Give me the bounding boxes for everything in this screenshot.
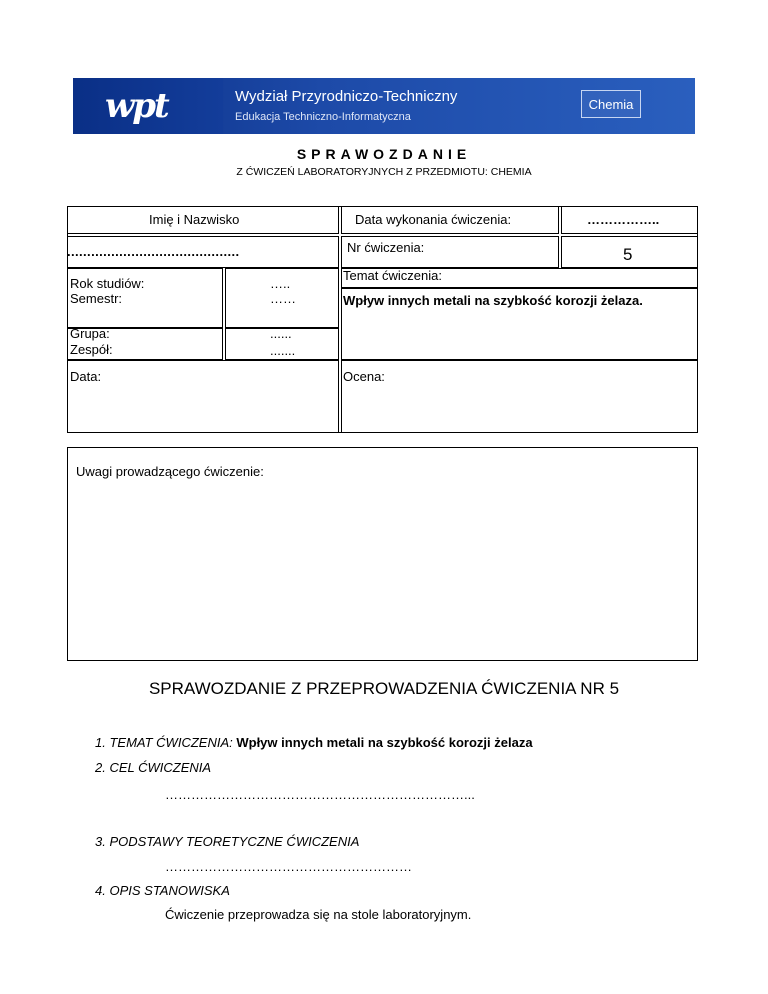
item-number: 1. [95, 735, 106, 750]
item-topic-value: Wpływ innych metali na szybkość korozji żelaza [236, 735, 533, 750]
team-label: Zespół: [70, 342, 113, 357]
grade-cell [341, 360, 698, 433]
report-subtitle: Z ĆWICZEŃ LABORATORYJNYCH Z PRZEDMIOTU: CHEMIA [236, 166, 532, 178]
list-item-theory [95, 834, 359, 849]
semester-value[interactable]: …… [270, 291, 296, 306]
item-label: OPIS STANOWISKA [109, 883, 230, 898]
list-item-station [95, 883, 230, 898]
wpt-logo: wpt [105, 86, 168, 126]
date-label: Data wykonania ćwiczenia: [355, 212, 512, 227]
name-label: Imię i Nazwisko [149, 212, 240, 227]
group-value[interactable]: ...... [270, 326, 292, 341]
item-number: 4. [95, 883, 106, 898]
topic-value: Wpływ innych metali na szybkość korozji żelaza. [343, 293, 643, 308]
faculty-name: Wydział Przyrodniczo-Techniczny [235, 88, 458, 105]
remarks-label: Uwagi prowadzącego ćwiczenie: [76, 464, 264, 479]
data-cell [67, 360, 339, 433]
logo-area [73, 78, 223, 134]
station-description: Ćwiczenie przeprowadza się na stole laboratoryjnym. [165, 907, 472, 922]
list-item-topic [95, 735, 533, 750]
list-item-goal [95, 760, 211, 775]
group-label: Grupa: [70, 326, 110, 341]
topic-label: Temat ćwiczenia: [343, 268, 442, 283]
instructor-remarks-box[interactable] [67, 447, 698, 661]
goal-placeholder[interactable]: ……………………………………………………………... [165, 787, 475, 802]
exercise-no-label: Nr ćwiczenia: [347, 240, 425, 255]
team-value[interactable]: ....... [270, 343, 296, 358]
item-number: 3. [95, 834, 106, 849]
item-label: TEMAT ĆWICZENIA: [109, 735, 233, 750]
section-heading: SPRAWOZDANIE Z PRZEPROWADZENIA ĆWICZENIA NR 5 [148, 679, 620, 698]
report-title: SPRAWOZDANIE [296, 146, 472, 162]
semester-label: Semestr: [70, 291, 123, 306]
item-number: 2. [95, 760, 106, 775]
program-name: Edukacja Techniczno-Informatyczna [235, 111, 411, 123]
grade-label: Ocena: [343, 369, 385, 384]
data-label: Data: [70, 369, 102, 384]
theory-placeholder[interactable]: ………………………………………………… [165, 859, 412, 874]
date-value[interactable]: …………….. [587, 212, 660, 227]
year-label: Rok studiów: [70, 276, 145, 291]
year-value[interactable]: ….. [270, 276, 291, 291]
subject-badge: Chemia [581, 90, 641, 118]
header-banner [73, 78, 695, 134]
item-label: CEL ĆWICZENIA [109, 760, 212, 775]
item-label: PODSTAWY TEORETYCZNE ĆWICZENIA [109, 834, 360, 849]
info-form-table [67, 206, 698, 433]
name-value[interactable]: ........................................... [67, 244, 240, 259]
exercise-no-value: 5 [623, 245, 633, 264]
